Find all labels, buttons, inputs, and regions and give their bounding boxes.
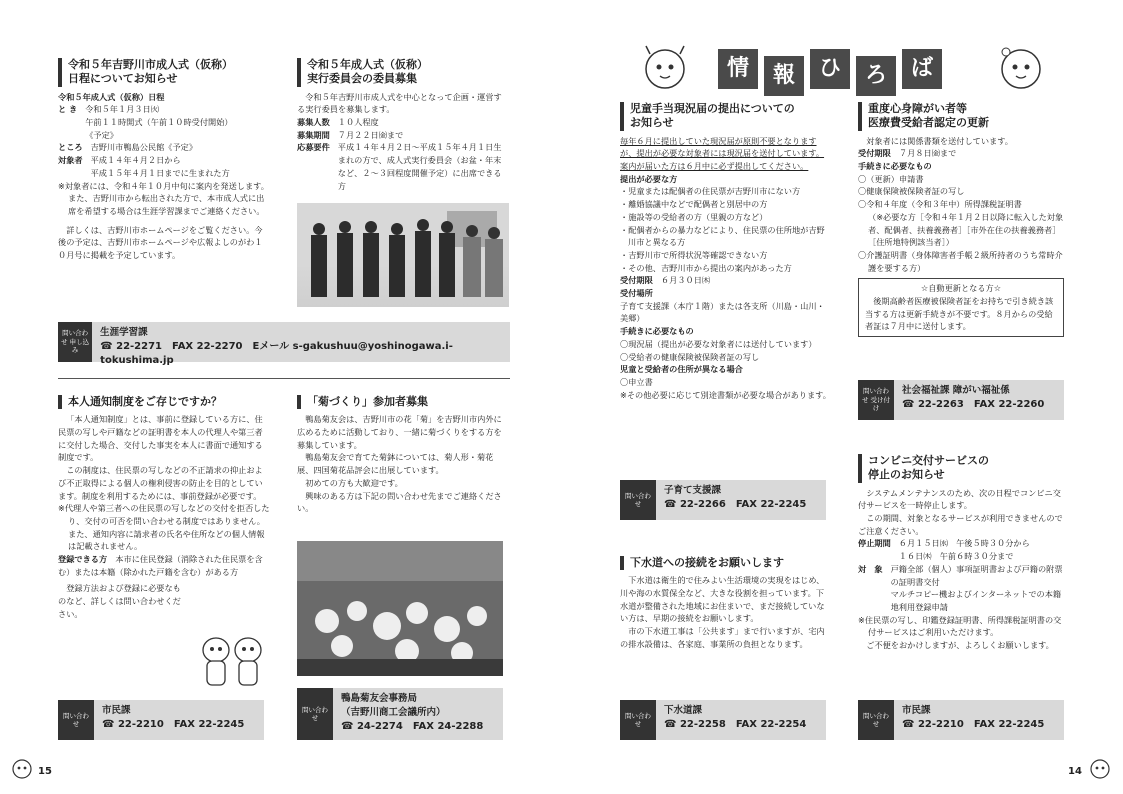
jido-need-item: ・その他、吉野川市から提出の案内があった方	[620, 262, 792, 273]
seijin-row-tokoro: ところ 吉野川市鴨島公民館《予定》	[58, 142, 198, 153]
mascot-corner-icon	[1088, 756, 1112, 780]
page-number-14: 14	[1068, 766, 1082, 777]
seijin-title: 令和５年吉野川市成人式（仮称） 日程についてお知らせ	[58, 58, 270, 87]
kiku-title: 「菊づくり」参加者募集	[297, 395, 509, 409]
gesui-section: 下水道への接続をお願いします 下水道は衛生的で住みよい生活環境の実現をはじめ、川や海の水質保全など、大きな役割を担っています。下水道が整備された地域にお住まいで、まだ接続していない方は、早期の接続をお願いします。 市の下水道工事は「公共ます」まで行いますが、宅内の排水設備は、各家庭、事業所の負担となります。	[620, 556, 832, 651]
page-number-15: 15	[38, 766, 52, 777]
jushin-title: 重度心身障がい者等 医療費受給者認定の更新	[858, 102, 1064, 131]
jido-need-item: ・配偶者からの暴力などにより、住民票の住所地が吉野川市と異なる方	[620, 224, 825, 248]
jido-section: 児童手当現況届の提出についての お知らせ 毎年６月に提出していた現況届が原則不要となりますが、提出が必要な対象者には現況届を送付しています。案内が届いた方は６月中に必ず提出してください。 提出が必要な方 ・児童または配偶者の住民票が吉野川市にない方 ・離婚協議中などで配偶者と別居中の方 ・施設等の受給者の方（里親の方など） ・配偶者からの暴力などにより、住民票の住所地が吉野川市と異なる方 ・吉野川市で所得状況等確認できない方 ・その他、吉野川市から提出の案内があった方 受付期限 ６月３０日㈭ 受付場所 子育て支援課（本庁１階）または各支所（川島・山川・美郷） 手続きに必要なもの 〇現況届（提出が必要な対象者には送付しています） 〇受給者の健康保険被保険者証の写し 児童と受給者の住所が異なる場合 〇申立書 ※その他必要に応じて別途書類が必要な場合があります。	[620, 102, 831, 400]
jikko-para: 令和５年吉野川市成人式を中心となって企画・運営する実行委員を募集します。	[297, 91, 502, 115]
banner-joho-hiroba: 情 報 ひ ろ ば	[718, 42, 948, 96]
chrysanthemum-photo	[297, 541, 503, 676]
gesui-title: 下水道への接続をお願いします	[620, 556, 832, 570]
jido-need-item: ・吉野川市で所得状況等確認できない方	[620, 249, 768, 260]
contact-shimin-1: 問い合わせ 市民課 ☎ 22-2210 FAX 22-2245	[58, 700, 264, 740]
mascot-right-icon	[996, 42, 1046, 92]
divider	[58, 378, 510, 379]
jikko-row-ninzu: 募集人数 １０人程度	[297, 117, 379, 127]
auto-renew-box: ☆自動更新となる方☆ 後期高齢者医療被保険者証をお持ちで引き続き該当する方は更新手続きが不要です。８月からの受給者証は７月中に送付します。	[858, 278, 1064, 337]
seijin-section	[58, 58, 270, 262]
seijin-row-taisho: 対象者 平成１４年４月２日から 平成１５年４月１日までに生まれた方	[58, 155, 230, 178]
conbini-title: コンビニ交付サービスの 停止のお知らせ	[858, 454, 1064, 483]
honnin-reg: 登録できる方 本市に住民登録（消除された住民票を含む）または本籍（除かれた戸籍を含む）がある方	[58, 554, 263, 577]
contact-dept: 生涯学習課	[100, 327, 148, 338]
mascot-small-icon	[10, 756, 34, 780]
contact-gesui: 問い合わせ 下水道課 ☎ 22-2258 FAX 22-2254	[620, 700, 826, 740]
honnin-section: 本人通知制度をご存じですか？ 「本人通知制度」とは、事前に登録している方に、住民票の写しや戸籍などの証明書を本人の代理人や第三者に交付した場合、交付した事実を本人に書面で通知する制度です。 この制度は、住民票の写しなどの不正請求の抑止および不正取得による個人の権利侵害の防止を目的としています。制度を利用するためには、事前登録が必要です。 ※代理人や第三者への住民票の写しなどの交付を拒否したり、交付の可否を問い合わせる制度ではありません。また、通知内容に請求者の氏名や住所などの個人情報は記載されません。 登録できる方 本市に住民登録（消除された住民票を含む）または本籍（除かれた戸籍を含む）がある方 登録方法および登録に必要なものなど、詳しくは問い合わせください。	[58, 395, 270, 619]
jido-title: 児童手当現況届の提出についての お知らせ	[620, 102, 832, 131]
jikko-row-kikan: 募集期間 ７月２２日㈮まで	[297, 129, 404, 140]
kiku-section: 「菊づくり」参加者募集 鴨島菊友会は、吉野川市の花「菊」を吉野川市内外に広めるために活動しており、一緒に菊づくりをする方を募集しています。 鴨島菊友会で育てた菊鉢については、菊人形・菊花展、四国菊花品評会に出展しています。 初めての方も大歓迎です。 興味のある方は下記の問い合わせ先までご連絡ください。	[297, 395, 509, 515]
jikko-row-yoken: 応募要件 平成１４年４月２日〜平成１５年４月１日生まれの方で、成人式実行委員会（お盆・年末など、２〜３回程度開催予定）に出席できる方	[297, 142, 502, 191]
seijin-row-toki: と き 令和５年１月３日㈫ 午前１１時開式（午前１０時受付開始） 《予定》	[58, 104, 233, 140]
contact-shogai: 問い合わせ 申し込み 生涯学習課 ☎ 22-2271 FAX 22-2270 Eメール s-gakushuu@yoshinogawa.i-tokushima.jp	[58, 322, 510, 362]
contact-line: ☎ 22-2271 FAX 22-2270 Eメール s-gakushuu@yoshinogawa.i-tokushima.jp	[100, 340, 453, 367]
committee-photo	[297, 203, 509, 307]
conbini-section: コンビニ交付サービスの 停止のお知らせ システムメンテナンスのため、次の日程でコンビニ交付サービスを一時停止します。 この期間、対象となるサービスが利用できませんのでご注意ください。 停止期間 ６月１５日㈬ 午後５時３０分から １６日㈭ 午前６時３０分まで 対 象 戸籍全部（個人）事項証明書および戸籍の附票の証明書交付 マルチコピー機およびインターネットでの本籍地利用登録申請 ※住民票の写し、印鑑登録証明書、所得課税証明書の交付サービスはご利用いただけます。 ご不便をおかけしますが、よろしくお願いします。	[858, 454, 1063, 651]
jido-need-item: ・施設等の受給者の方（里親の方など）	[620, 211, 768, 222]
jido-need-item: ・児童または配偶者の住民票が吉野川市にない方	[620, 186, 801, 197]
contact-kikuyu: 問い合わせ 鴨島菊友会事務局 （吉野川商工会議所内） ☎ 24-2274 FAX 24-2288	[297, 688, 503, 740]
contact-fukushi: 問い合わせ 受け付け 社会福祉課 障がい福祉係 ☎ 22-2263 FAX 22-2260	[858, 380, 1064, 420]
seijin-note: ※対象者には、令和４年１０月中旬に案内を発送します。また、吉野川市から転出された方で、本市成人式に出席を希望する場合は生涯学習課までご連絡ください。	[58, 180, 269, 216]
jushin-section: 重度心身障がい者等 医療費受給者認定の更新 対象者には関係書類を送付しています。 受付期限 ７月８日㈮まで 手続きに必要なもの 〇（更新）申請書 〇健康保険被保険者証の写し 〇令和４年度（令和３年中）所得課税証明書 （※必要な方［令和４年１月２日以降に転入した対象者、配偶者、扶養義務者］［市外在住の扶養義務者］［住所地特例該当者］） 〇介護証明書（身体障害者手帳２級所持者のうち常時介護を要する方） ☆自動更新となる方☆ 後期高齢者医療被保険者証をお持ちで引き続き該当する方は更新手続きが不要です。８月からの受給者証は７月中に送付します。	[858, 102, 1064, 337]
contact-kosodate: 問い合わせ 子育て支援課 ☎ 22-2266 FAX 22-2245	[620, 480, 826, 520]
seijin-para: 詳しくは、吉野川市ホームページをご覧ください。今後の予定は、吉野川市ホームページや広報よしのがわ１０月号に掲載を予定しています。	[58, 224, 263, 261]
contact-shimin-2: 問い合わせ 市民課 ☎ 22-2210 FAX 22-2245	[858, 700, 1064, 740]
jido-notice: 毎年６月に提出していた現況届が原則不要となりますが、提出が必要な対象者には現況届を送付しています。案内が届いた方は６月中に必ず提出してください。	[620, 135, 825, 171]
seijin-lead: 令和５年成人式（仮称）日程	[58, 91, 165, 102]
mascot-left-icon	[640, 42, 690, 92]
mascot-pair-icon	[196, 632, 268, 692]
jikko-title: 令和５年成人式（仮称） 実行委員会の委員募集	[297, 58, 509, 87]
honnin-title: 本人通知制度をご存じですか？	[58, 395, 270, 409]
jikko-section	[297, 58, 509, 192]
jido-need-item: ・離婚協議中などで配偶者と別居中の方	[620, 199, 768, 210]
